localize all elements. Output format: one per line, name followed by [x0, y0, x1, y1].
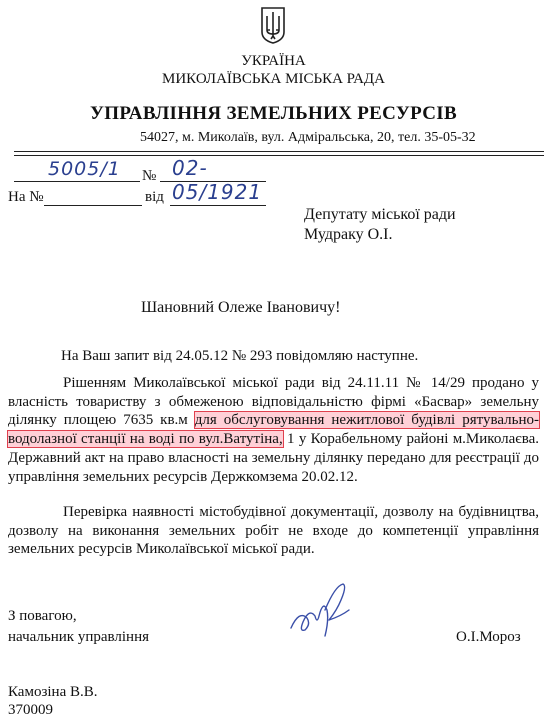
header-rule-thick [14, 151, 544, 152]
addressee-line-2: Мудраку О.І. [304, 226, 393, 243]
position-line: начальник управління [8, 629, 150, 645]
paragraph-1: На Ваш запит від 24.05.12 № 293 повідомляю наступне. [61, 348, 419, 364]
outgoing-date-field [160, 156, 266, 204]
highlighted-fragment: для обслуговування нежитлової будівлі рятувально-водолазної станції на воді по вул.Ватутіна, [8, 412, 539, 448]
from-label: від [145, 189, 164, 205]
paragraph-3: Перевірка наявності містобудівної документації, дозволу на будівництва, дозволу на виконання земельних робіт не входе до компетенції управління земельних ресурсів Миколаївської міської ради. [8, 504, 539, 558]
handwritten-date: 02-05/1921 [172, 156, 263, 204]
signer-name: О.І.Мороз [456, 629, 521, 645]
header-rule-thin [14, 155, 544, 156]
handwritten-signature [285, 580, 355, 640]
address-line: 54027, м. Миколаїв, вул. Адміральська, 20, тел. 35-05-32 [140, 130, 476, 145]
outgoing-number-field [14, 160, 140, 182]
incoming-label: На № [8, 189, 44, 205]
executor-phone: 370009 [8, 702, 53, 718]
incoming-number-line [44, 205, 142, 206]
paragraph-2-end: 1 у Корабельному районі м.Миколаєва. Державний акт на право власності на земельну ділянку передано для реєстрації до управління земельних ресурсів Держкомзема 20.02.12. [8, 431, 539, 485]
department-heading: УПРАВЛІННЯ ЗЕМЕЛЬНИХ РЕСУРСІВ [90, 103, 457, 124]
salutation: Шановний Олеже Івановичу! [141, 299, 341, 316]
handwritten-number: 5005/1 [48, 158, 121, 180]
regards-line: З повагою, [8, 608, 77, 624]
executor-name: Камозіна В.В. [8, 684, 98, 700]
council-heading: МИКОЛАЇВСЬКА МІСЬКА РАДА [162, 71, 385, 87]
addressee-line-1: Депутату міської ради [304, 206, 456, 223]
country-heading: УКРАЇНА [241, 53, 306, 69]
paragraph-2-start: Рішенням Миколаївської міської ради від 24.11.11 № 14/29 продано у власність товариству з обмеженою відповідальністю фірмі «Басвар» земельну ділянку площею 7635 кв.м [8, 375, 539, 429]
incoming-date-line [170, 205, 266, 206]
paragraph-2 [8, 374, 539, 486]
number-sign: № [142, 168, 157, 184]
trident-emblem-icon [260, 6, 286, 44]
